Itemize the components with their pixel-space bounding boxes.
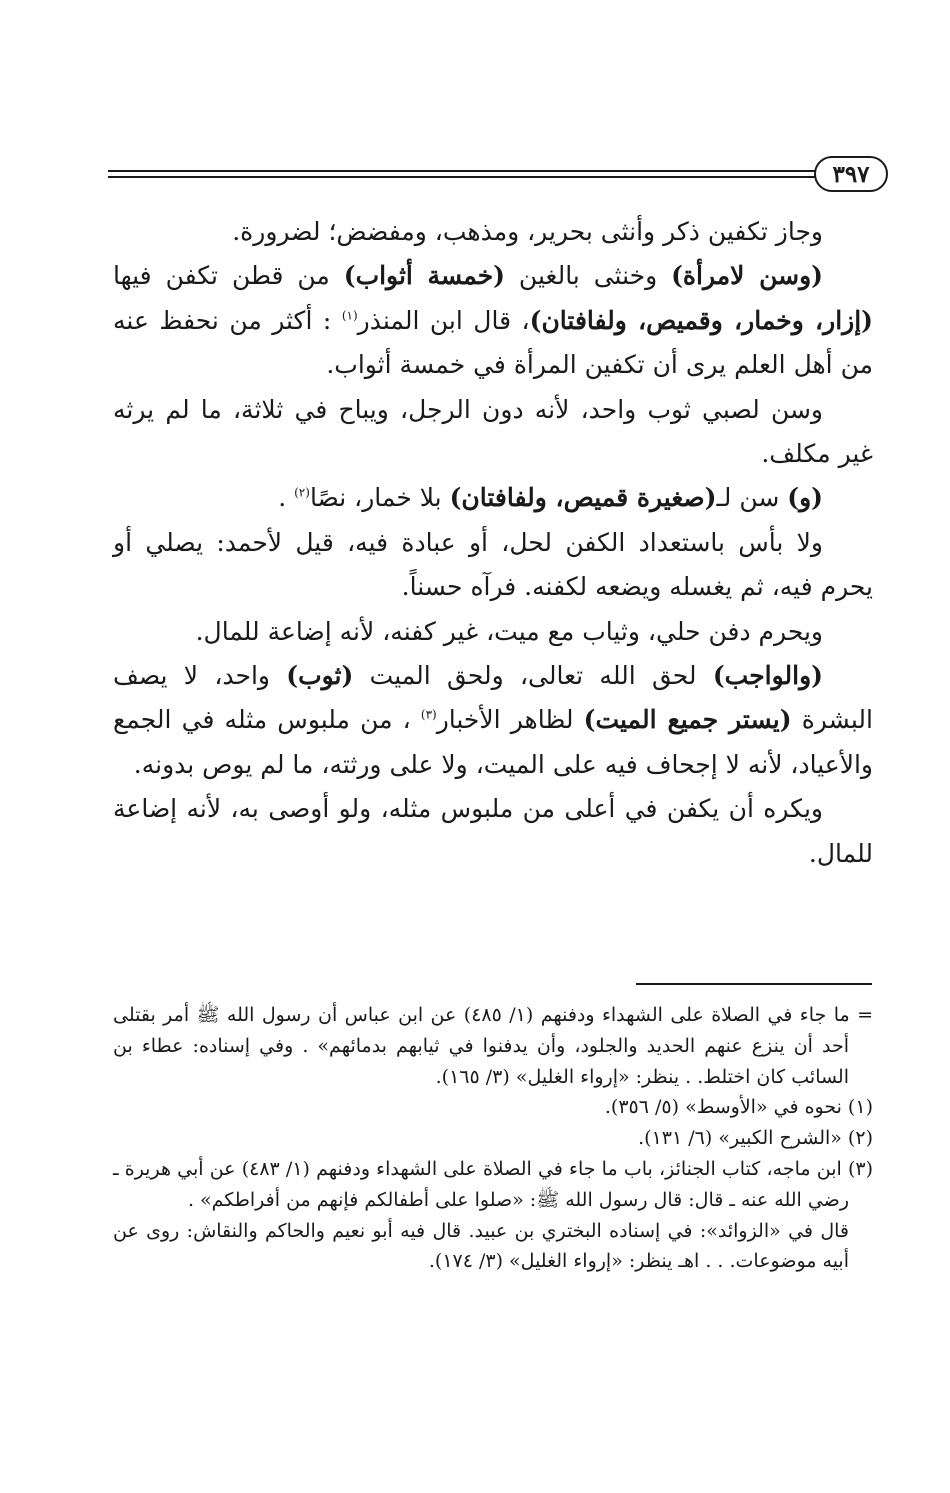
- paragraph-7: [113, 654, 873, 787]
- text-run: لظاهر الأخبار: [436, 705, 584, 735]
- paragraph-8: ويكره أن يكفن في أعلى من ملبوس مثله، ولو أوصى به، لأنه إضاعة للمال.: [113, 794, 873, 868]
- header-rule-bottom: [108, 176, 828, 178]
- footnote-continuation: = ما جاء في الصلاة على الشهداء ودفنهم (١/ ٤٨٥) عن ابن عباس أن رسول الله ﷺ أمر بقتلى أحد أن ينزع عنهم الحديد والجلود، وأن يدفنوا في ثيابهم بدمائهم» . وفي إسناده: عطاء بن السائب كان اختلط. . ينظر: «إرواء الغليل» (٣/ ١٦٥).: [113, 1004, 873, 1088]
- text-run: : أكثر من نحفظ عنه من أهل العلم يرى أن تكفين المرأة في خمسة أثواب.: [113, 305, 873, 380]
- footnote-ref-1[interactable]: (١): [341, 308, 358, 323]
- main-text: [113, 210, 873, 876]
- footnote-ref-3[interactable]: (٣): [420, 708, 437, 723]
- bold-term: (إزار، وخمار، وقميص، ولفافتان): [529, 305, 873, 335]
- bold-term: (صغيرة قميص، ولفافتان): [449, 483, 717, 513]
- page-number: ٣٩٧: [814, 156, 888, 192]
- paragraph-2: [113, 254, 873, 387]
- paragraph-5: ولا بأس باستعداد الكفن لحل، أو عبادة فيه، قيل لأحمد: يصلي أو يحرم فيه، ثم يغسله ويضعه لكفنه. فرآه حسناً.: [113, 527, 873, 602]
- footnote-3-continued: قال في «الزوائد»: في إسناده البختري بن عبيد. قال فيه أبو نعيم والحاكم والنقاش: روى عن أبيه موضوعات. . . اهـ ينظر: «إرواء الغليل» (٣/ ١٧٤).: [113, 1219, 849, 1273]
- bold-term: (يستر جميع الميت): [583, 705, 792, 735]
- footnote-separator: [636, 983, 872, 985]
- bold-term: (والواجب): [712, 661, 823, 691]
- bold-term: (خمسة أثواب): [343, 261, 505, 291]
- text-run: واحد، لا يصف البشرة: [113, 661, 873, 735]
- text-run: سن لـ: [716, 483, 788, 513]
- text-run: لحق الله تعالى، ولحق الميت: [353, 661, 713, 691]
- paragraph-6: ويحرم دفن حلي، وثياب مع ميت، غير كفنه، لأنه إضاعة للمال.: [195, 616, 823, 646]
- text-run: وخنثى بالغين: [505, 261, 672, 291]
- bold-term: (ثوب): [286, 661, 354, 691]
- footnote-1: (١) نحوه في «الأوسط» (٥/ ٣٥٦).: [604, 1096, 873, 1119]
- footnote-3: (٣) ابن ماجه، كتاب الجنائز، باب ما جاء في الصلاة على الشهداء ودفنهم (١/ ٤٨٣) عن أبي هريرة ـ رضي الله عنه ـ قال: قال رسول الله ﷺ: «صلوا على أطفالكم فإنهم من أفراطكم» .: [113, 1157, 873, 1211]
- text-run: .: [278, 483, 295, 513]
- paragraph-4: [113, 476, 873, 520]
- footnote-ref-2[interactable]: (٢): [294, 486, 310, 501]
- paragraph-1: وجاز تكفين ذكر وأنثى بحرير، ومذهب، ومفضض؛ لضرورة.: [232, 217, 823, 246]
- footnotes: [113, 1000, 873, 1277]
- page-header: [108, 148, 888, 194]
- text-run: ، من ملبوس مثله في الجمع والأعياد، لأنه لا إجحاف فيه على الميت، ولا على ورثته، ما لم يوص بدونه.: [113, 705, 873, 779]
- bold-term: (وسن لامرأة): [671, 261, 823, 291]
- paragraph-3: وسن لصبي ثوب واحد، لأنه دون الرجل، ويباح في ثلاثة، ما لم يرثه غير مكلف.: [113, 394, 873, 469]
- header-rule-top: [108, 170, 828, 172]
- bold-term: (و): [787, 483, 823, 513]
- footnote-2: (٢) «الشرح الكبير» (٦/ ١٣١).: [638, 1127, 873, 1150]
- text-run: من قطن تكفن فيها: [113, 261, 344, 291]
- text-run: بلا خمار، نصًا: [309, 483, 450, 513]
- text-run: ، قال ابن المنذر: [357, 305, 530, 335]
